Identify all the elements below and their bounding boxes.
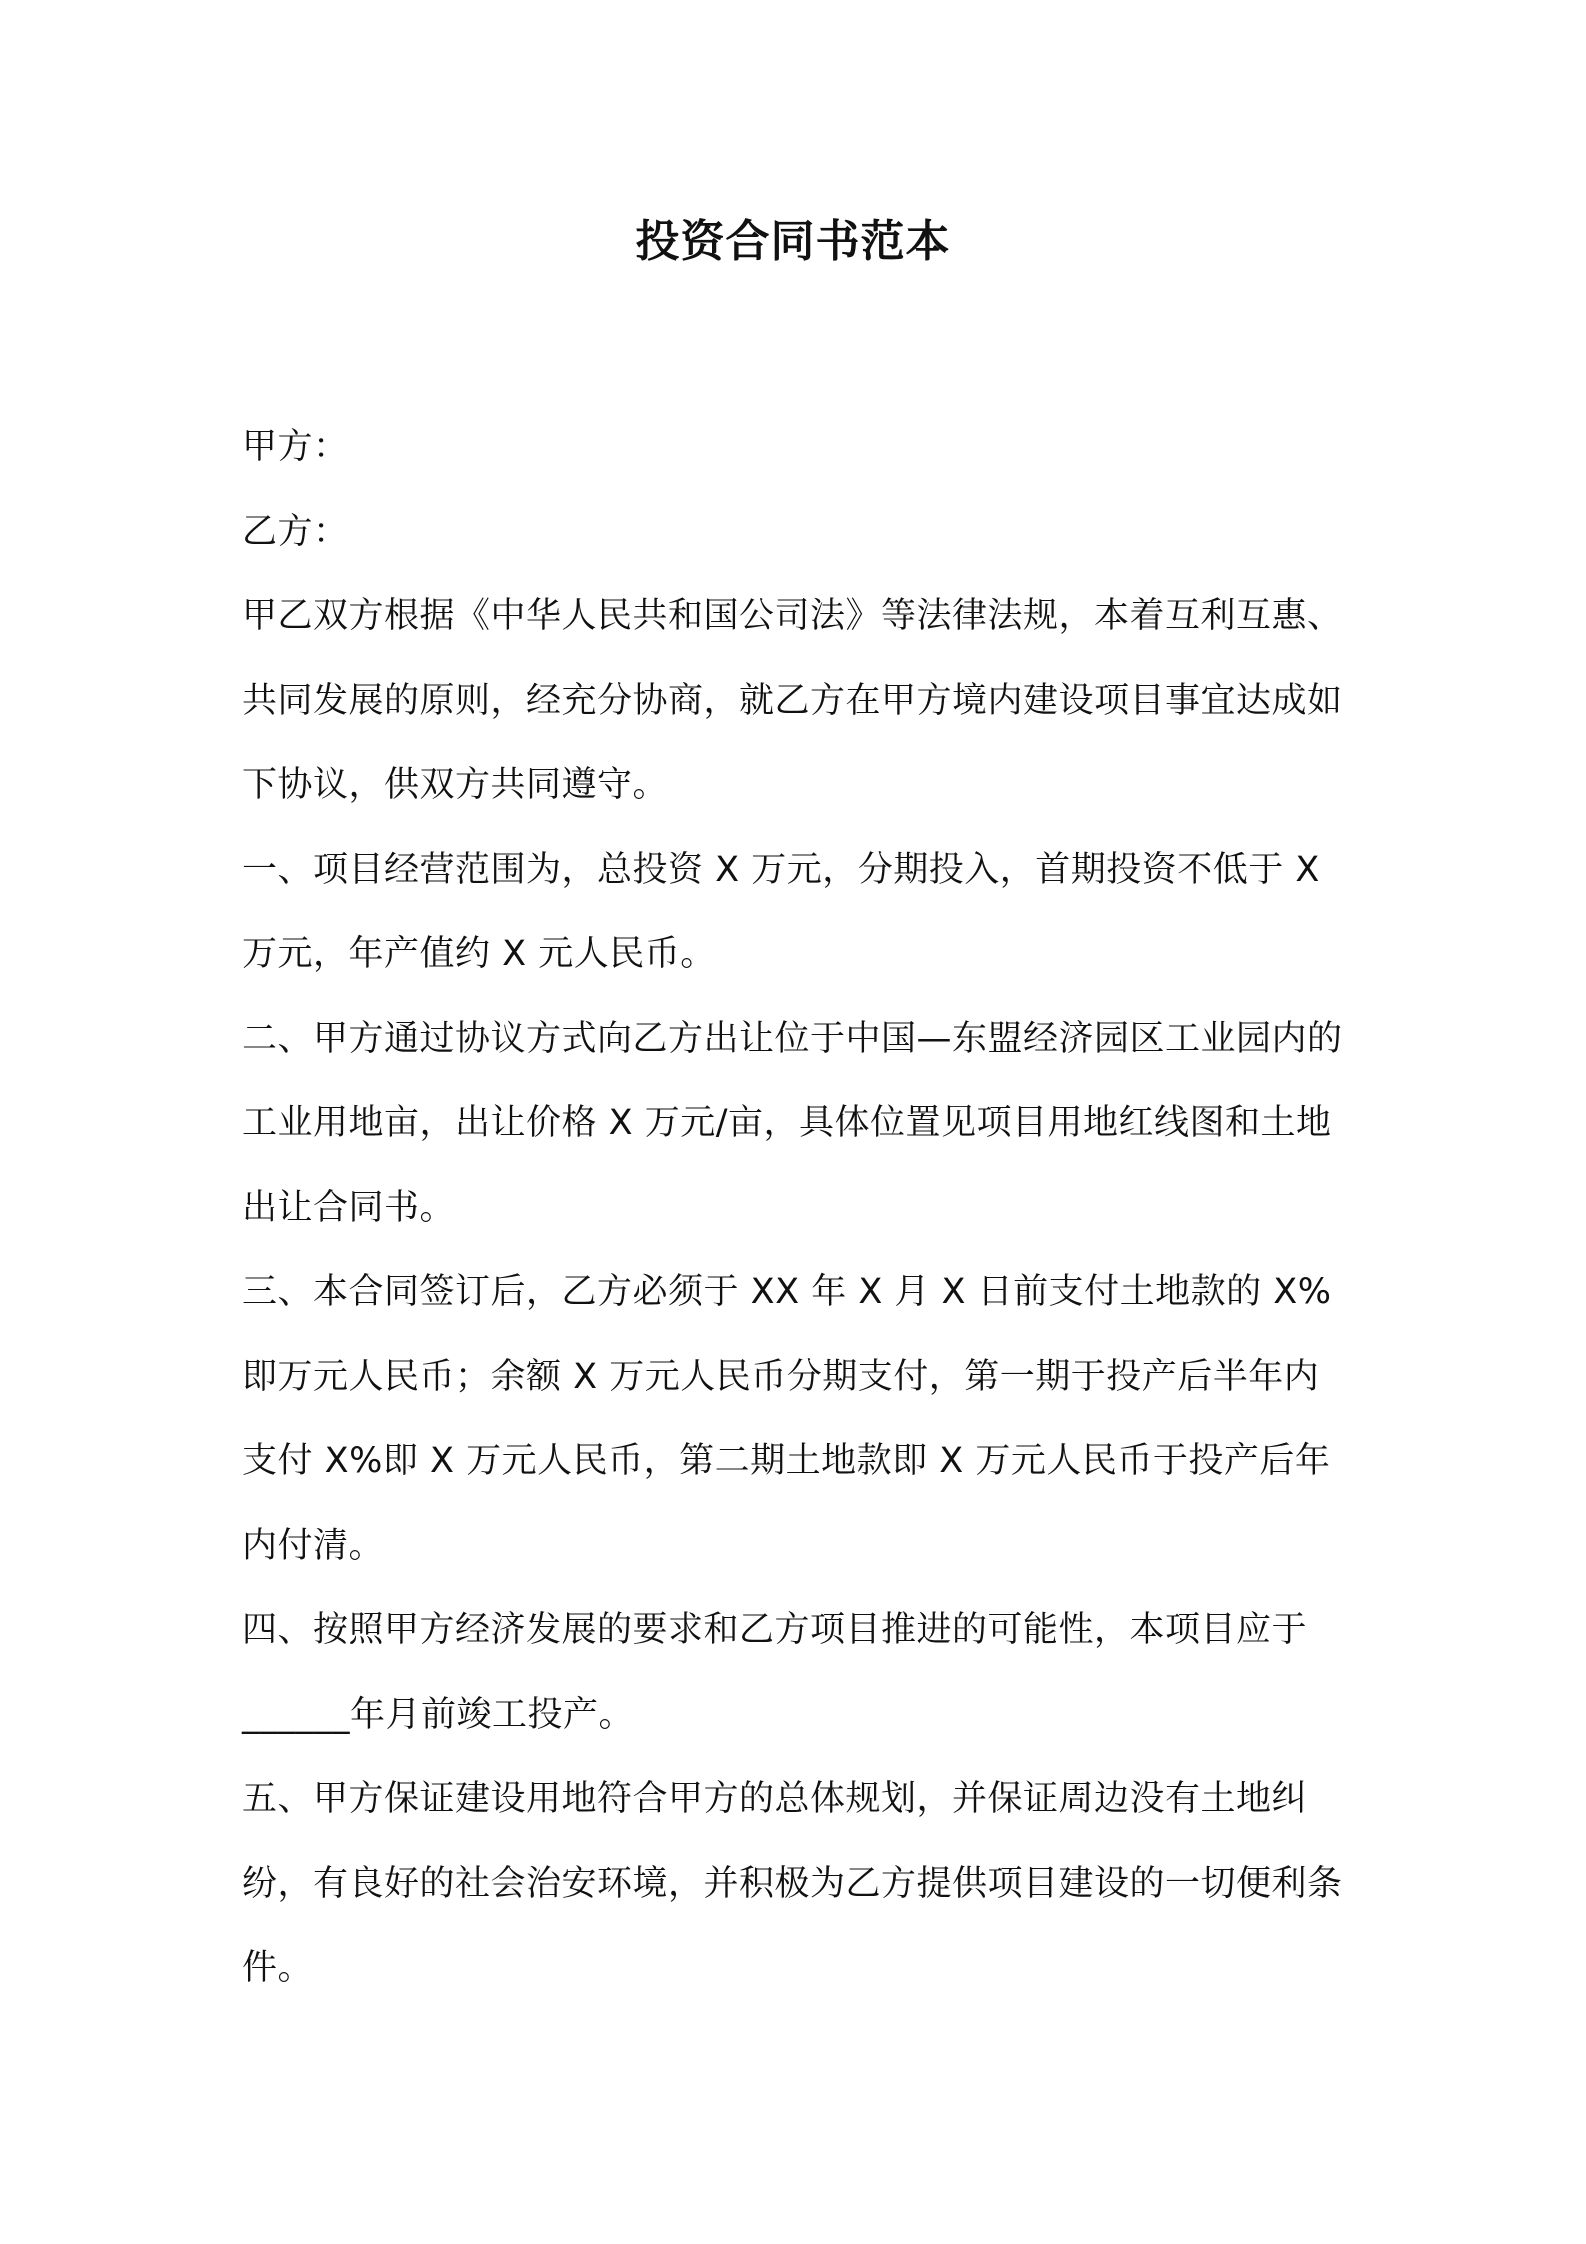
document-title: 投资合同书范本: [635, 216, 951, 267]
party-a-line: 甲方：: [242, 427, 349, 467]
clause-2: 二、甲方通过协议方式向乙方出让位于中国—东盟经济园区工业园内的工业用地亩，出让价格 X 万元/亩，具体位置见项目用地红线图和土地出让合同书。: [242, 1018, 1343, 1228]
party-b-line: 乙方：: [242, 511, 349, 552]
preamble-paragraph: 甲乙双方根据《中华人民共和国公司法》等法律法规，本着互利互惠、共同发展的原则，经充分协商，就乙方在甲方境内建设项目事宜达成如下协议，供双方共同遵守。: [242, 596, 1343, 805]
document-body: [242, 405, 1352, 2011]
clause-3: 三、本合同签订后，乙方必须于 XX 年 X 月 X 日前支付土地款的 X%即万元人民币；余额 X 万元人民币分期支付，第一期于投产后半年内支付 X%即 X 万元人民币，第二期土地款即 X 万元人民币于投产后年内付清。: [242, 1272, 1332, 1566]
clause-1: 一、项目经营范围为，总投资 X 万元，分期投入，首期投资不低于 X 万元，年产值约 X 元人民币。: [242, 849, 1320, 974]
clause-4: 四、按照甲方经济发展的要求和乙方项目推进的可能性，本项目应于______年月前竣工投产。: [242, 1610, 1308, 1735]
clause-5: 五、甲方保证建设用地符合甲方的总体规划，并保证周边没有土地纠纷，有良好的社会治安环境，并积极为乙方提供项目建设的一切便利条件。: [242, 1779, 1343, 1988]
